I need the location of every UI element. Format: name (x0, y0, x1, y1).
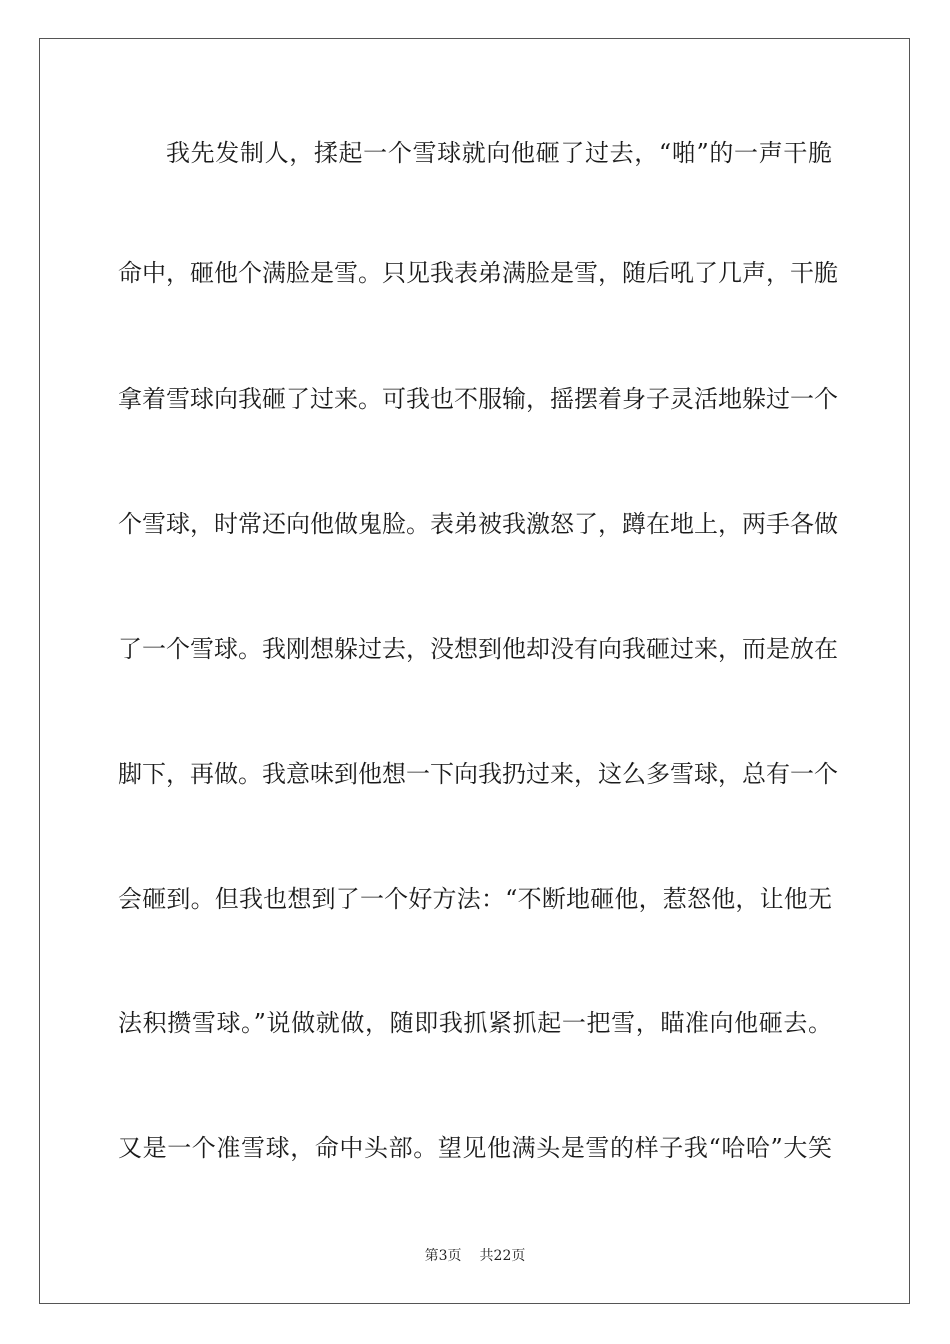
paragraph-line: 会砸到。但我也想到了一个好方法：“不断地砸他，惹怒他，让他无 (118, 885, 832, 913)
paragraph-line: 脚下，再做。我意味到他想一下向我扔过来，这么多雪球，总有一个 (118, 760, 838, 788)
paragraph-line: 法积攒雪球。”说做就做，随即我抓紧抓起一把雪，瞄准向他砸去。 (118, 1009, 832, 1037)
paragraph-line: 又是一个准雪球，命中头部。望见他满头是雪的样子我“哈哈”大笑 (118, 1134, 832, 1162)
paragraph-line: 了一个雪球。我刚想躲过去，没想到他却没有向我砸过来，而是放在 (118, 635, 838, 663)
paragraph-line: 拿着雪球向我砸了过来。可我也不服输，摇摆着身子灵活地躲过一个 (118, 385, 838, 413)
paragraph-line: 命中，砸他个满脸是雪。只见我表弟满脸是雪，随后吼了几声，干脆 (118, 259, 838, 287)
paragraph-line: 我先发制人，揉起一个雪球就向他砸了过去，“啪”的一声干脆 (166, 139, 832, 167)
page-border (39, 38, 910, 1304)
paragraph-line: 个雪球，时常还向他做鬼脸。表弟被我激怒了，蹲在地上，两手各做 (118, 510, 838, 538)
page-total: 共22页 (479, 1248, 526, 1264)
page-number: 第3页 (424, 1248, 462, 1264)
page-footer (0, 1247, 950, 1265)
